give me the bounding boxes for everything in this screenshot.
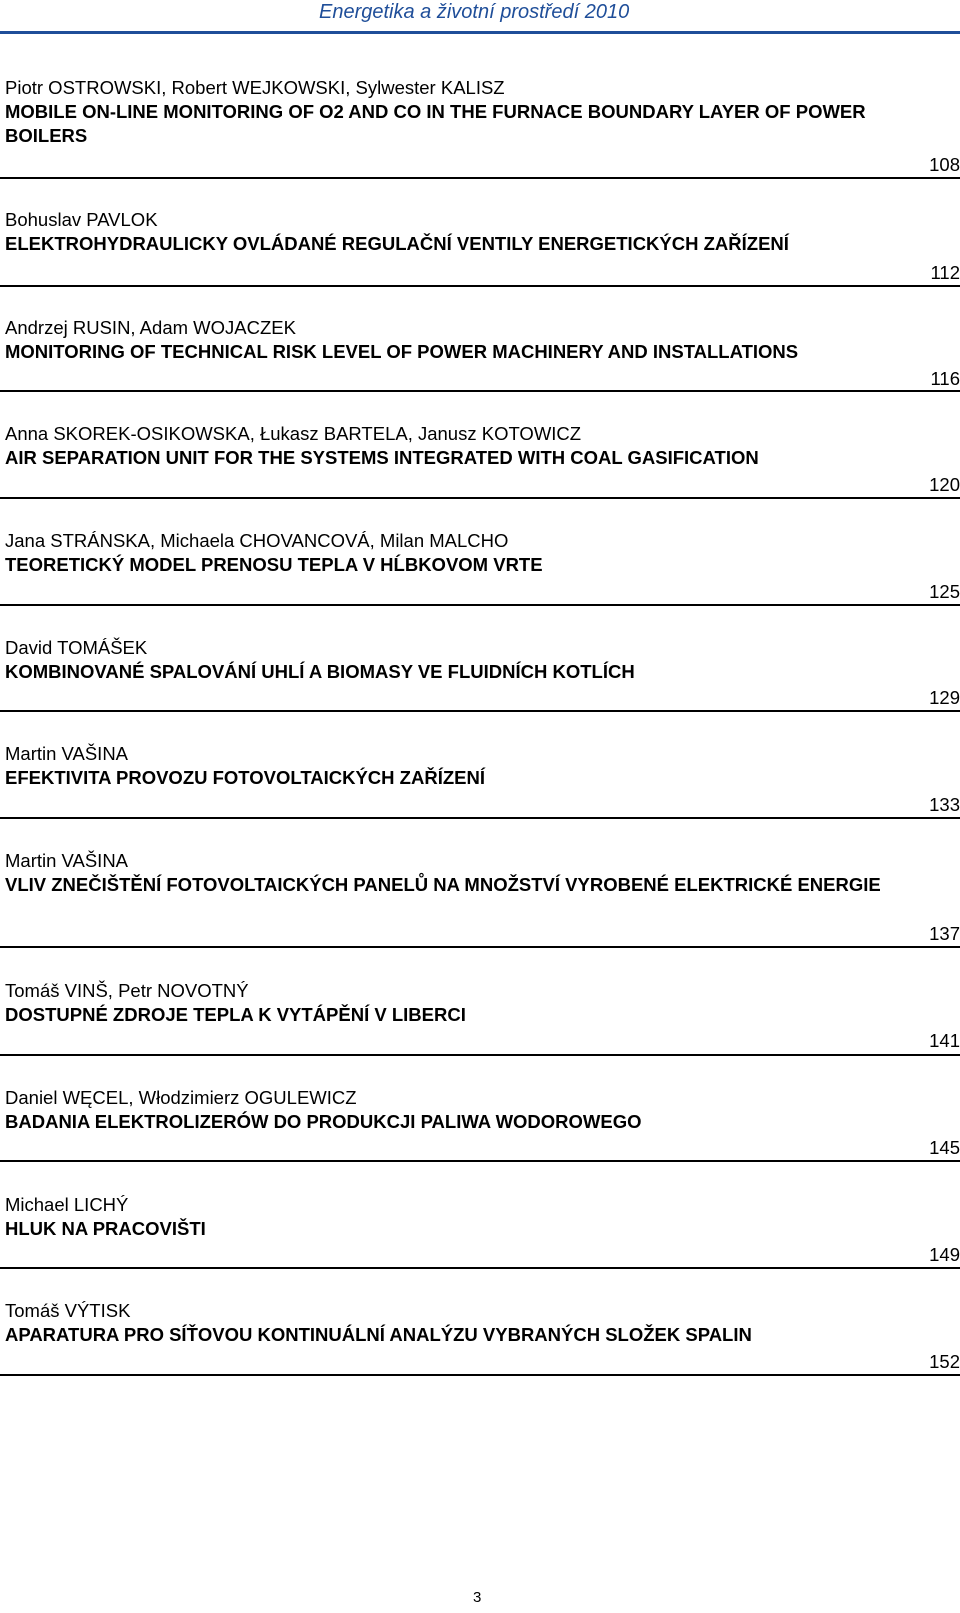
toc-entry[interactable] — [0, 636, 960, 712]
toc-entry[interactable] — [0, 208, 960, 288]
entry-authors: David TOMÁŠEK — [5, 637, 148, 658]
entry-page-number: 129 — [929, 687, 960, 708]
toc-entry[interactable] — [0, 1299, 960, 1377]
entry-authors: Martin VAŠINA — [5, 850, 129, 871]
entry-page-number: 116 — [930, 368, 960, 389]
entry-title: EFEKTIVITA PROVOZU FOTOVOLTAICKÝCH ZAŘÍZENÍ — [5, 767, 485, 788]
entry-page-number: 108 — [929, 154, 960, 175]
toc-entry[interactable] — [0, 849, 960, 949]
entry-authors: Anna SKOREK-OSIKOWSKA, Łukasz BARTELA, Janusz KOTOWICZ — [5, 423, 582, 444]
entry-divider — [0, 285, 960, 287]
entry-page-number: 149 — [929, 1244, 960, 1265]
entry-divider — [0, 1054, 960, 1056]
entry-title: MOBILE ON-LINE MONITORING OF O2 AND CO IN THE FURNACE BOUNDARY LAYER OF POWER BOILERS — [5, 101, 866, 146]
entry-authors: Tomáš VINŠ, Petr NOVOTNÝ — [5, 980, 249, 1001]
entry-title: AIR SEPARATION UNIT FOR THE SYSTEMS INTEGRATED WITH COAL GASIFICATION — [5, 447, 759, 468]
entry-authors: Andrzej RUSIN, Adam WOJACZEK — [5, 317, 296, 338]
entry-authors: Martin VAŠINA — [5, 743, 129, 764]
entry-authors: Piotr OSTROWSKI, Robert WEJKOWSKI, Sylwester KALISZ — [5, 77, 505, 98]
entry-title: HLUK NA PRACOVIŠTI — [5, 1218, 206, 1239]
entry-divider — [0, 604, 960, 606]
entry-authors: Jana STRÁNSKA, Michaela CHOVANCOVÁ, Milan MALCHO — [5, 530, 509, 551]
entry-title: APARATURA PRO SÍŤOVOU KONTINUÁLNÍ ANALÝZU VYBRANÝCH SLOŽEK SPALIN — [5, 1324, 752, 1345]
entry-title: ELEKTROHYDRAULICKY OVLÁDANÉ REGULAČNÍ VENTILY ENERGETICKÝCH ZAŘÍZENÍ — [5, 233, 789, 254]
page-number: 3 — [473, 1589, 482, 1606]
running-header-title: Energetika a životní prostředí 2010 — [319, 1, 630, 23]
entry-divider — [0, 177, 960, 179]
entry-title: BADANIA ELEKTROLIZERÓW DO PRODUKCJI PALIWA WODOROWEGO — [5, 1111, 642, 1132]
toc-entry[interactable] — [0, 422, 960, 500]
entry-divider — [0, 390, 960, 392]
entry-page-number: 137 — [929, 923, 960, 944]
entry-authors: Bohuslav PAVLOK — [5, 209, 158, 230]
entry-divider — [0, 1160, 960, 1162]
entry-divider — [0, 1267, 960, 1269]
page-header — [0, 0, 960, 40]
entry-authors: Tomáš VÝTISK — [5, 1300, 131, 1321]
entry-title: TEORETICKÝ MODEL PRENOSU TEPLA V HĹBKOVOM VRTE — [5, 554, 543, 575]
toc-entry[interactable] — [0, 1086, 960, 1162]
entry-page-number: 141 — [929, 1030, 960, 1051]
entry-page-number: 112 — [930, 262, 960, 283]
entry-divider — [0, 710, 960, 712]
header-divider — [0, 31, 960, 34]
toc-entry[interactable] — [0, 1193, 960, 1269]
entry-title: VLIV ZNEČIŠTĚNÍ FOTOVOLTAICKÝCH PANELŮ NA MNOŽSTVÍ VYROBENÉ ELEKTRICKÉ ENERGIE — [5, 874, 881, 895]
entry-page-number: 152 — [929, 1351, 960, 1372]
entry-divider — [0, 817, 960, 819]
entry-authors: Michael LICHÝ — [5, 1194, 129, 1215]
entry-title: KOMBINOVANÉ SPALOVÁNÍ UHLÍ A BIOMASY VE FLUIDNÍCH KOTLÍCH — [5, 661, 635, 682]
entry-title: DOSTUPNÉ ZDROJE TEPLA K VYTÁPĚNÍ V LIBERCI — [5, 1004, 466, 1025]
toc-entry[interactable] — [0, 316, 960, 392]
entry-divider — [0, 1374, 960, 1376]
entry-authors: Daniel WĘCEL, Włodzimierz OGULEWICZ — [5, 1087, 357, 1108]
toc-entry[interactable] — [0, 979, 960, 1057]
entry-page-number: 145 — [929, 1137, 960, 1158]
entry-page-number: 120 — [929, 474, 960, 495]
entry-page-number: 125 — [929, 581, 960, 602]
entry-page-number: 133 — [929, 794, 960, 815]
toc-entry[interactable] — [0, 76, 960, 180]
entry-divider — [0, 946, 960, 948]
toc-entry[interactable] — [0, 742, 960, 820]
toc-entry[interactable] — [0, 529, 960, 607]
entry-title: MONITORING OF TECHNICAL RISK LEVEL OF POWER MACHINERY AND INSTALLATIONS — [5, 341, 799, 362]
entry-divider — [0, 497, 960, 499]
